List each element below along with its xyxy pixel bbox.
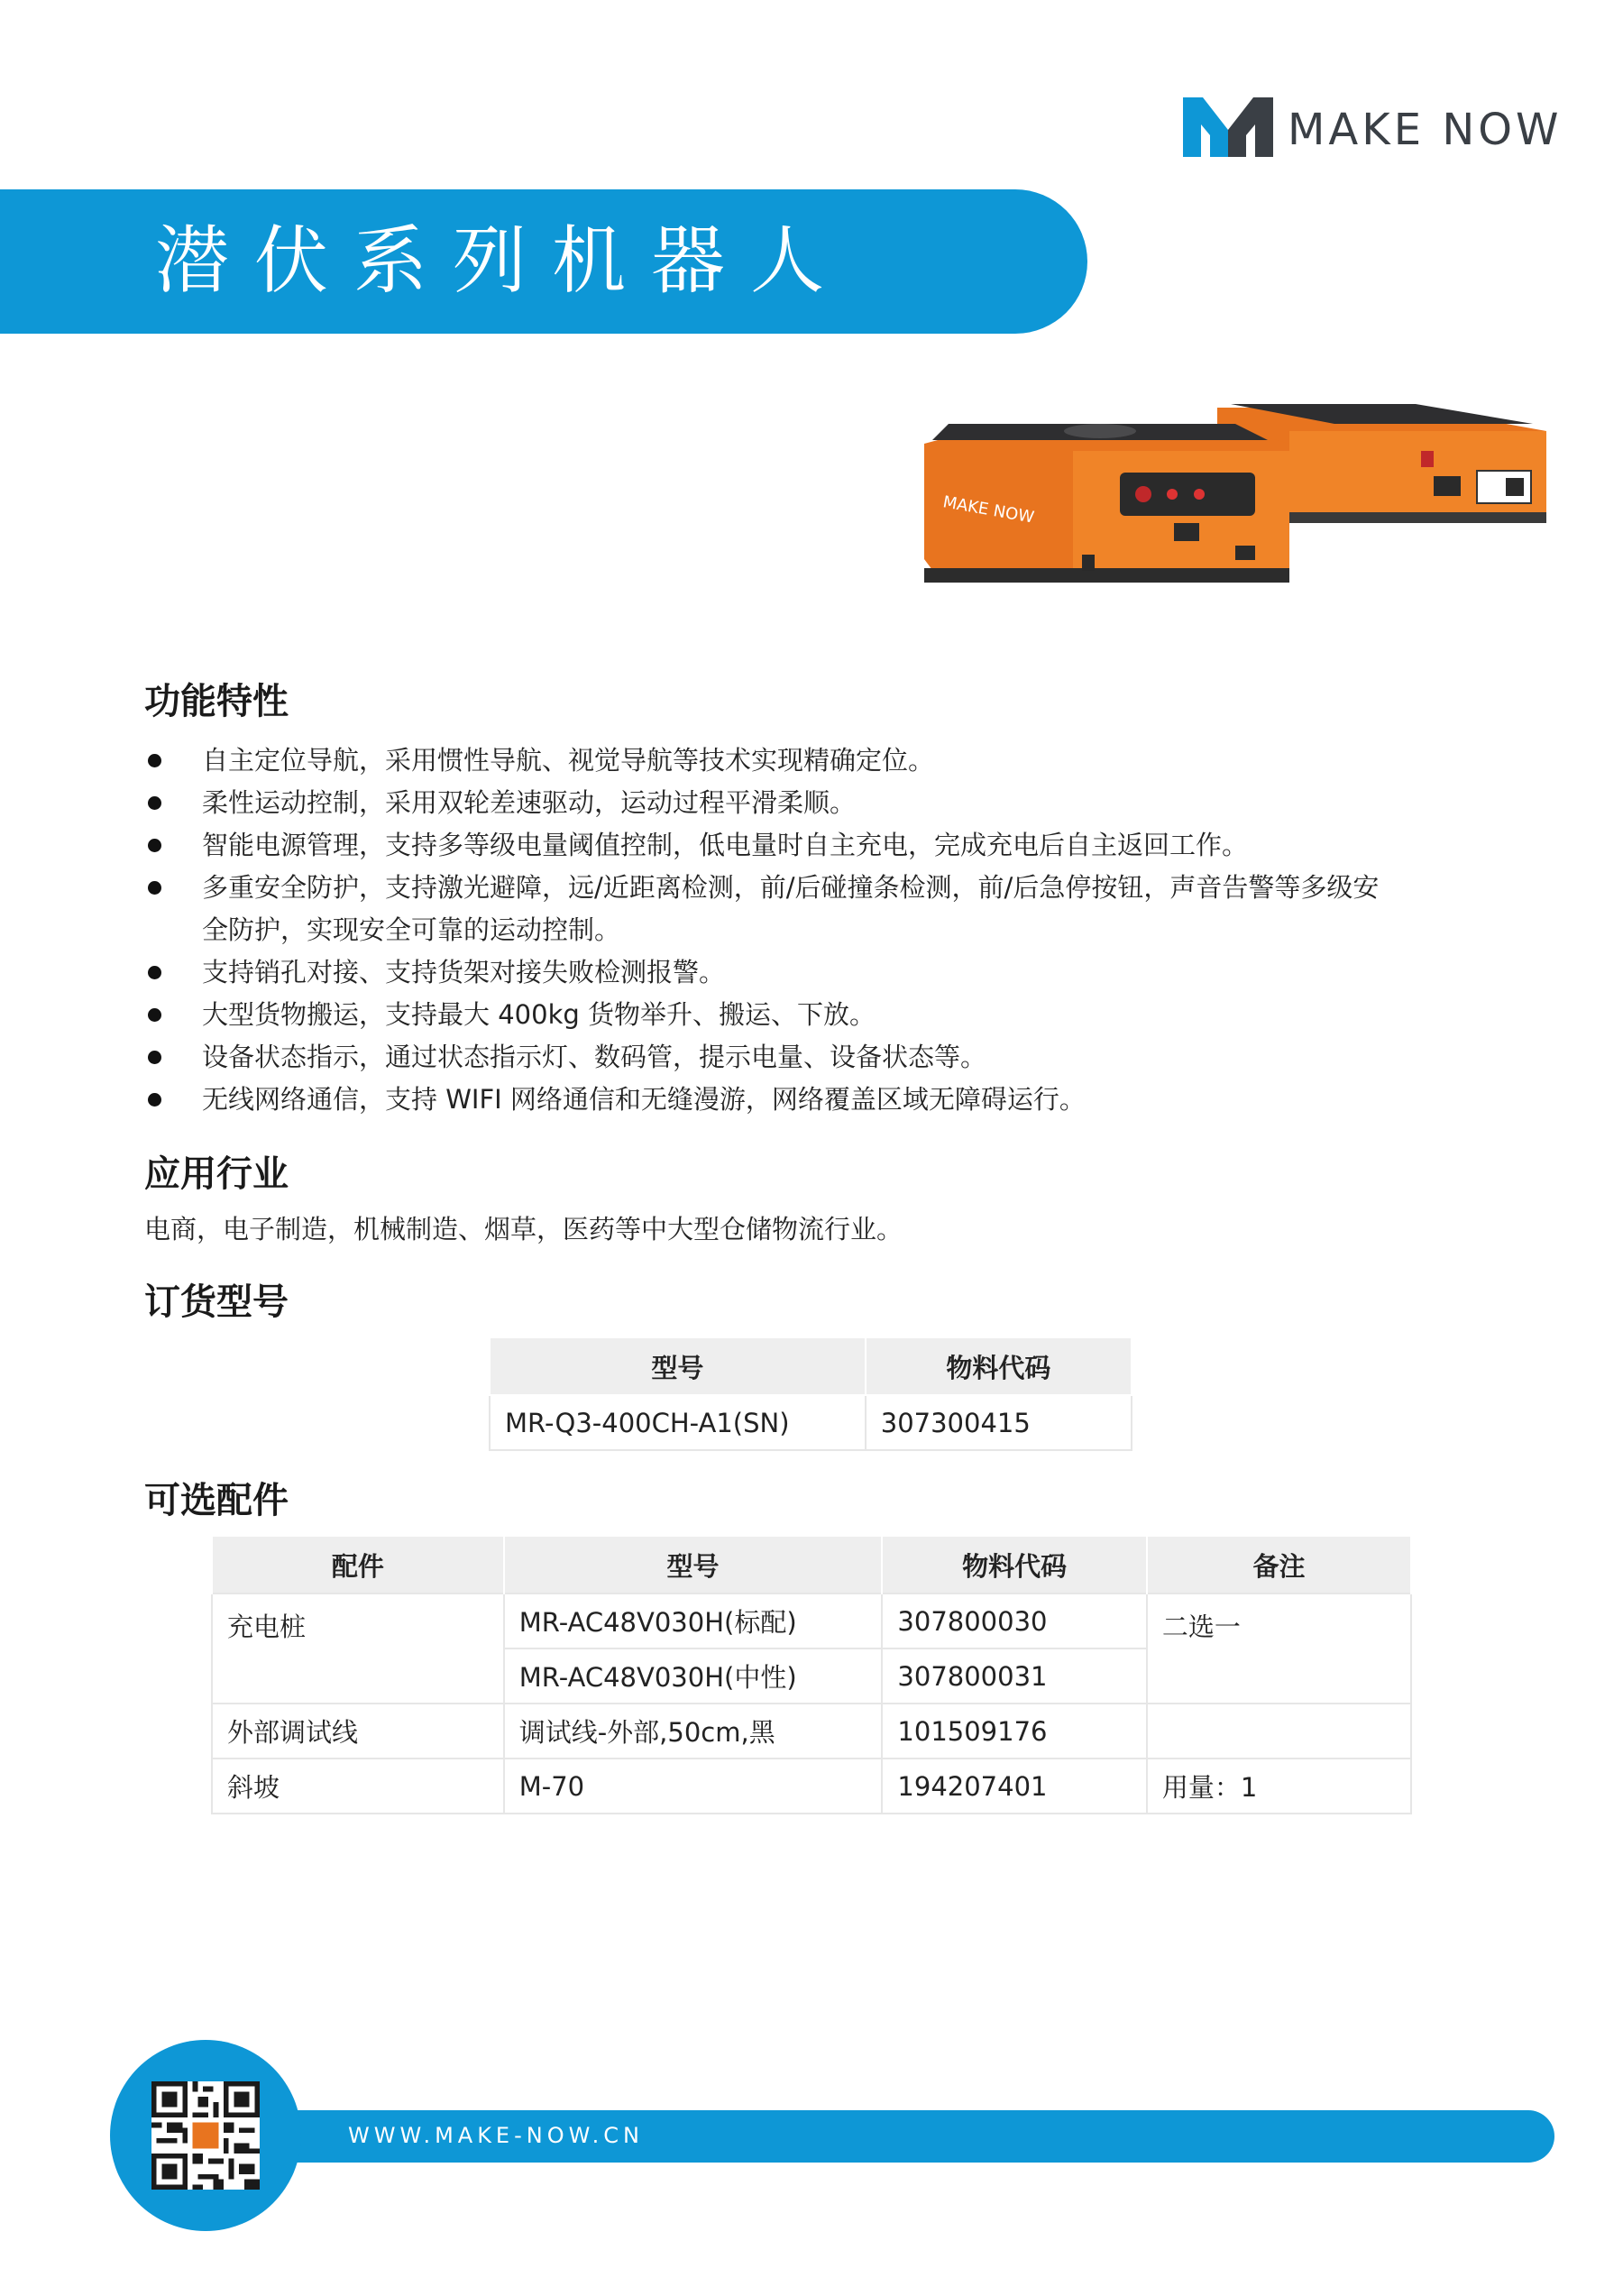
agv-robot-image [911,388,1569,622]
bullet-icon [148,1093,161,1107]
table-cell: 斜坡 [212,1759,504,1814]
table-cell: 307800031 [882,1649,1147,1704]
bullet-icon [148,796,161,810]
accessories-table [211,1535,1412,1814]
list-item: 无线网络通信，支持 WIFI 网络通信和无缝漫游，网络覆盖区域无障碍运行。 [144,1079,1497,1121]
list-item: 自主定位导航，采用惯性导航、视觉导航等技术实现精确定位。 [144,739,1497,782]
table-cell: 101509176 [882,1704,1147,1759]
list-item: 智能电源管理，支持多等级电量阈值控制，低电量时自主充电，完成充电后自主返回工作。 [144,824,1497,867]
order-models-heading: 订货型号 [144,1281,289,1323]
website-link[interactable]: WWW.MAKE-NOW.CN [348,2123,644,2148]
table-cell: 调试线-外部,50cm,黑 [504,1704,883,1759]
table-header-row [212,1536,1411,1593]
table-cell [1147,1704,1411,1759]
table-row [490,1395,1132,1450]
features-list [144,739,1497,1121]
list-item: 多重安全防护，支持激光避障，远/近距离检测，前/后碰撞条检测，前/后急停按钮，声音告警等多级安全防护，实现安全可靠的运动控制。 [144,867,1497,951]
table-cell: 307300415 [866,1395,1132,1450]
page-title: 潜伏系列机器人 [155,218,850,304]
column-header: 备注 [1147,1536,1411,1593]
column-header: 型号 [504,1536,883,1593]
table-cell: 194207401 [882,1759,1147,1814]
bullet-icon [148,839,161,852]
footer-bar [234,2110,1554,2163]
list-item: 支持销孔对接、支持货架对接失败检测报警。 [144,951,1497,994]
bullet-icon [148,1008,161,1022]
column-header: 型号 [490,1337,866,1395]
order-models-table [489,1336,1132,1451]
table-cell: MR-AC48V030H(标配) [504,1593,883,1649]
qr-code-icon [151,2081,260,2190]
table-cell: 307800030 [882,1593,1147,1649]
robot-side-label: MAKE NOW [941,492,1036,528]
table-row [212,1593,1411,1649]
table-cell: MR-Q3-400CH-A1(SN) [490,1395,866,1450]
accessories-heading: 可选配件 [144,1480,289,1521]
column-header: 物料代码 [866,1337,1132,1395]
list-item: 设备状态指示，通过状态指示灯、数码管，提示电量、设备状态等。 [144,1036,1497,1079]
table-row [212,1759,1411,1814]
column-header: 配件 [212,1536,504,1593]
brand-name: MAKE NOW [1288,105,1563,155]
title-banner [0,189,1087,334]
bullet-icon [148,966,161,979]
table-cell: 用量：1 [1147,1759,1411,1814]
table-cell: 外部调试线 [212,1704,504,1759]
industries-heading: 应用行业 [144,1153,289,1195]
bullet-icon [148,1051,161,1064]
table-cell: MR-AC48V030H(中性) [504,1649,883,1704]
industries-text: 电商，电子制造，机械制造、烟草，医药等中大型仓储物流行业。 [144,1214,903,1244]
bullet-icon [148,754,161,767]
table-row [212,1704,1411,1759]
make-now-logo-icon [1183,94,1273,159]
brand-logo [1183,94,1563,159]
table-cell: M-70 [504,1759,883,1814]
list-item: 柔性运动控制，采用双轮差速驱动，运动过程平滑柔顺。 [144,782,1497,824]
table-cell: 二选一 [1147,1593,1411,1704]
features-heading: 功能特性 [144,681,289,722]
table-header-row [490,1337,1132,1395]
table-cell: 充电桩 [212,1593,504,1704]
column-header: 物料代码 [882,1536,1147,1593]
list-item: 大型货物搬运，支持最大 400kg 货物举升、搬运、下放。 [144,994,1497,1036]
bullet-icon [148,881,161,895]
